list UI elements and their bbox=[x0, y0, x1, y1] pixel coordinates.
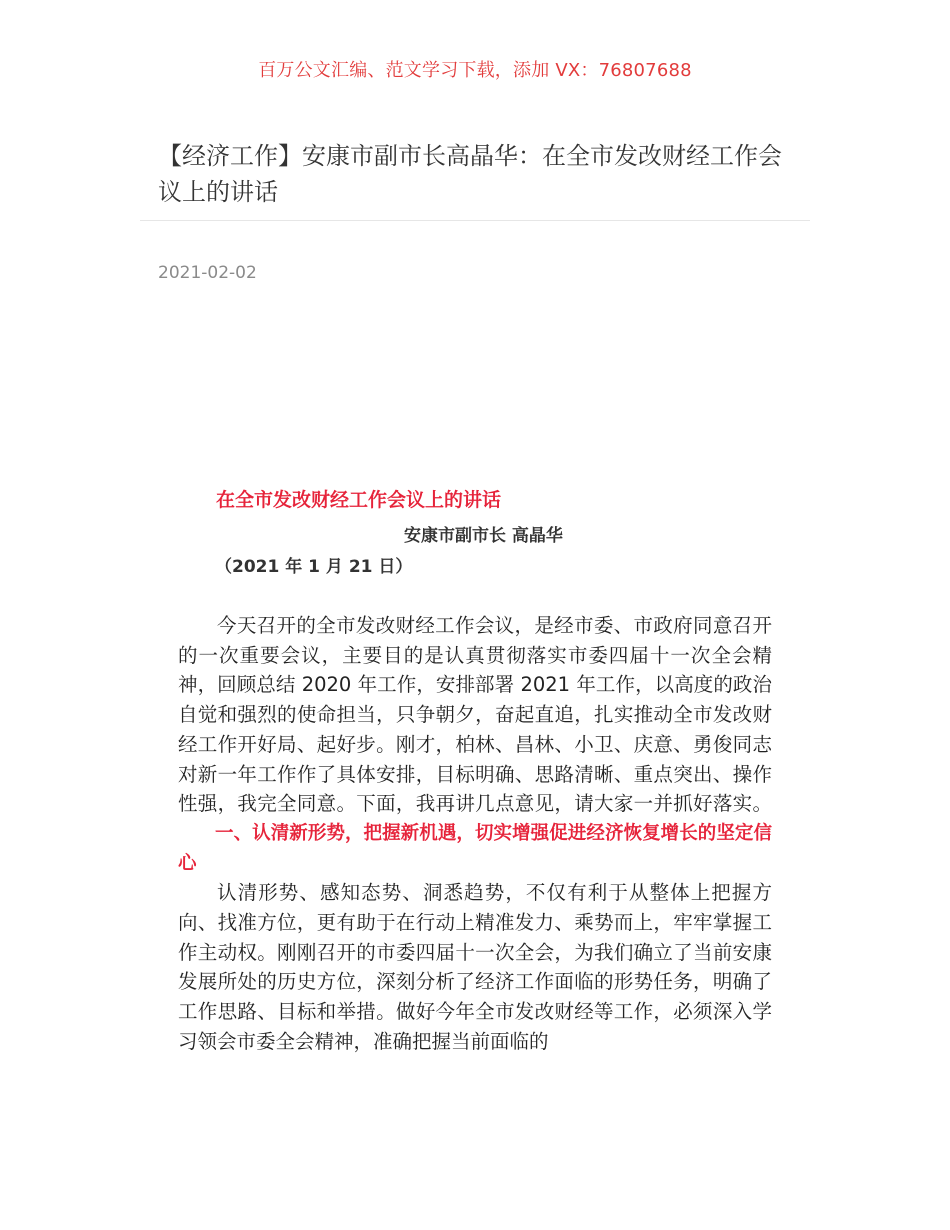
body-paragraph: 今天召开的全市发改财经工作会议，是经市委、市政府同意召开的一次重要会议，主要目的是认真贯彻落实市委四届十一次全会精神，回顾总结 2020 年工作，安排部署 2021 年工作，以高度的政治自觉和强烈的使命担当，只争朝夕，奋起直追，扎实推动全市发改财经工作开好局、起好步。刚才，柏林、昌林、小卫、庆意、勇俊同志对新一年工作作了具体安排，目标明确、思路清晰、重点突出、操作性强，我完全同意。下面，我再讲几点意见，请大家一并抓好落实。 bbox=[178, 614, 772, 816]
article-title: 【经济工作】安康市副市长高晶华：在全市发改财经工作会议上的讲话 bbox=[158, 142, 782, 206]
section-heading: 一、认清新形势，把握新机遇，切实增强促进经济恢复增长的坚定信心 bbox=[178, 822, 772, 874]
speech-title: 在全市发改财经工作会议上的讲话 bbox=[216, 489, 502, 511]
speech-date: （2021 年 1 月 21 日） bbox=[215, 557, 413, 577]
title-divider bbox=[140, 220, 810, 221]
publish-date: 2021-02-02 bbox=[158, 263, 257, 283]
promo-banner: 百万公文汇编、范文学习下载，添加 VX：76807688 bbox=[258, 60, 692, 81]
speech-speaker: 安康市副市长 高晶华 bbox=[404, 526, 563, 546]
speech-body bbox=[178, 611, 772, 1057]
body-paragraph: 认清形势、感知态势、洞悉趋势，不仅有利于从整体上把握方向、找准方位，更有助于在行动上精准发力、乘势而上，牢牢掌握工作主动权。刚刚召开的市委四届十一次全会，为我们确立了当前安康发展所处的历史方位，深刻分析了经济工作面临的形势任务，明确了工作思路、目标和举措。做好今年全市发改财经等工作，必须深入学习领会市委全会精神，准确把握当前面临的 bbox=[178, 881, 772, 1053]
